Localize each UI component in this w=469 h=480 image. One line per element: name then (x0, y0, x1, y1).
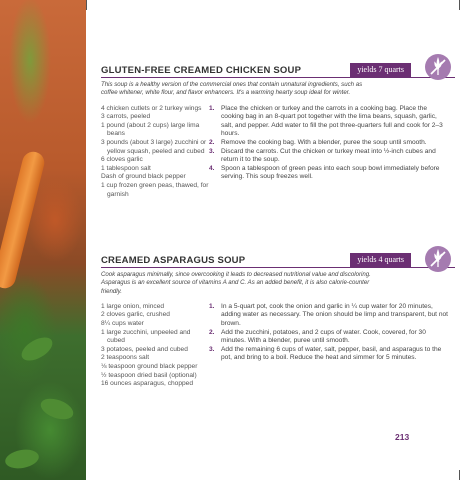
step-text: In a 5-quart pot, cook the onion and garlic in ¼ cup water for 20 minutes, adding water as necessary. The onion should be limp and transparent, but not brown. (221, 302, 449, 328)
yields-badge: yields 4 quarts (350, 253, 411, 267)
step-text: Remove the cooking bag. With a blender, puree the soup until smooth. (221, 138, 427, 146)
yields-badge: yields 7 quarts (350, 63, 411, 77)
step-number: 4. (209, 164, 215, 172)
recipe-title: CREAMED ASPARAGUS SOUP (101, 255, 246, 266)
ingredient-item: 8¼ cups water (101, 320, 144, 328)
carrot-image (0, 149, 47, 290)
step-number: 3. (209, 345, 215, 353)
crop-mark (459, 0, 460, 10)
step-number: 1. (209, 104, 215, 112)
step-item (209, 303, 449, 329)
step-item (209, 165, 449, 182)
recipe-intro: Cook asparagus minimally, since overcooking it leads to decreased nutritional value and discoloring. Asparagus is an excellent source of vitamins A and C. As an added benefit, it is also calorie-counter friendly. (101, 271, 371, 295)
step-text: Add the remaining 6 cups of water, salt, pepper, basil, and asparagus to the pot, and bring to a boil. Reduce the heat and simmer for 5 minutes. (221, 345, 442, 362)
recipe-header (101, 60, 455, 78)
ingredient-item: Dash of ground black pepper (101, 173, 186, 181)
recipe-gluten-free-creamed-chicken-soup (101, 60, 455, 199)
ingredient-list (101, 105, 209, 200)
recipe-creamed-asparagus-soup (101, 250, 455, 389)
ingredient-item: 6 cloves garlic (101, 156, 143, 164)
leaf-image (18, 333, 56, 366)
leaf-image (4, 447, 41, 471)
gluten-free-icon (425, 246, 451, 272)
ingredient-list (101, 303, 209, 389)
ingredient-item: 3 carrots, peeled (101, 113, 151, 121)
step-list (209, 105, 449, 200)
recipe-title: GLUTEN-FREE CREAMED CHICKEN SOUP (101, 65, 302, 76)
ingredient-item: ½ teaspoon dried basil (optional) (101, 371, 197, 379)
leaf-image (38, 395, 76, 424)
recipe-header (101, 250, 455, 268)
vegetable-photo (0, 0, 86, 480)
step-text: Spoon a tablespoon of green peas into each soup bowl immediately before serving. This soup freezes well. (221, 164, 440, 181)
step-list (209, 303, 449, 389)
recipe-intro: This soup is a healthy version of the commercial ones that contain unnatural ingredients, such as coffee whitener, white flour, and flavor enhancers. It's a warming hearty soup ideal for winter. (101, 81, 363, 97)
step-item (209, 139, 449, 148)
ingredient-item: 1 large onion, minced (101, 302, 165, 310)
step-number: 2. (209, 328, 215, 336)
ingredient-item: 3 potatoes, peeled and cubed (101, 345, 188, 353)
page-number: 213 (395, 432, 410, 442)
ingredient-item: 1 tablespoon salt (101, 164, 151, 172)
step-text: Add the zucchini, potatoes, and 2 cups of water. Cook, covered, for 30 minutes. With a blender, puree until smooth. (221, 328, 426, 345)
step-item (209, 105, 449, 139)
step-item (209, 346, 449, 363)
ingredient-item: 3 pounds (about 3 large) zucchini or yellow squash, peeled and cubed (101, 138, 207, 155)
ingredient-item: 2 teaspoons salt (101, 354, 150, 362)
step-text: Discard the carrots. Cut the chicken or turkey meat into ½-inch cubes and return it to the soup. (221, 147, 436, 164)
step-item (209, 148, 449, 165)
crop-mark (459, 470, 460, 480)
ingredient-item: 2 cloves garlic, crushed (101, 311, 170, 319)
ingredient-item: 1 cup frozen green peas, thawed, for garnish (101, 181, 209, 198)
step-number: 3. (209, 147, 215, 155)
ingredient-item: 16 ounces asparagus, chopped (101, 380, 194, 388)
gluten-free-icon (425, 54, 451, 80)
ingredient-item: 4 chicken cutlets or 2 turkey wings (101, 104, 202, 112)
step-text: Place the chicken or turkey and the carrots in a cooking bag. Place the cooking bag in an 8-quart pot together with the lima beans, squash, garlic, salt, and pepper. Add water to fill the pot three-quarters full and cook for 2–3 hours. (221, 104, 443, 138)
ingredient-item: ⅛ teaspoon ground black pepper (101, 363, 198, 371)
step-number: 2. (209, 138, 215, 146)
ingredient-item: 1 pound (about 2 cups) large lima beans (101, 121, 200, 138)
step-item (209, 329, 449, 346)
ingredient-item: 1 large zucchini, unpeeled and cubed (101, 328, 191, 345)
crop-mark (86, 0, 87, 10)
step-number: 1. (209, 302, 215, 310)
